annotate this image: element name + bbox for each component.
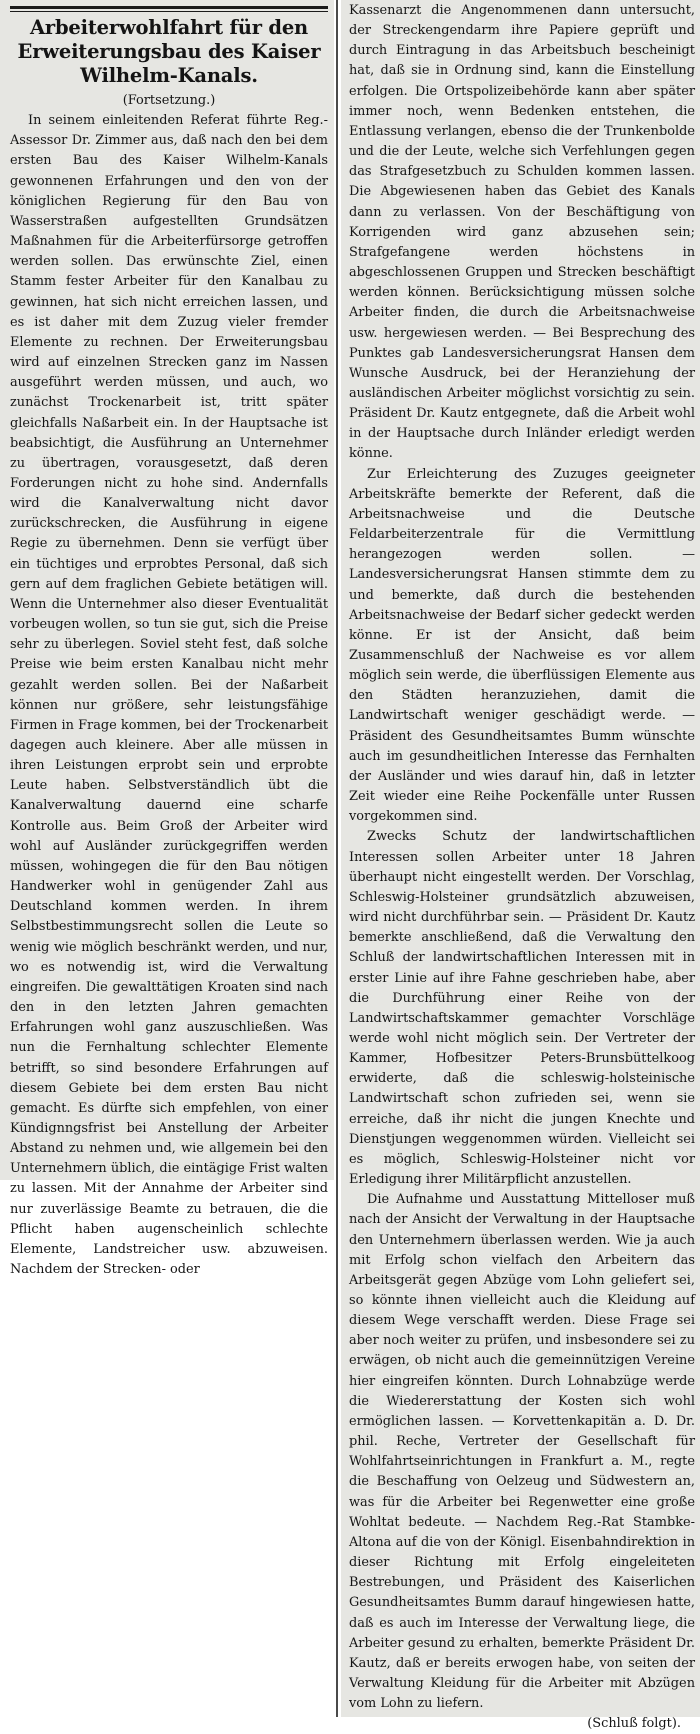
right-column — [341, 0, 700, 1732]
top-rule-thin — [10, 11, 328, 12]
left-column — [0, 0, 334, 1278]
paragraph: Die Aufnahme und Ausstattung Mittelloser muß nach der Ansicht der Verwaltung in der Hauptsache den Unternehmern überlassen werden. Wie ja auch mit Erfolg schon vielfach den Arbeitern das Arbeitsgerät gegen Abzüge vom Lohn geliefert sei, so könnte ihnen vielleicht auch die Kleidung auf diesem Wege verschafft werden. Diese Frage sei aber noch weiter zu prüfen, und insbesondere sei zu erwägen, ob nicht auch die gemeinnützigen Vereine hier eingreifen könnten. Durch Lohnabzüge werde die Wiedererstattung der Kosten sich wohl ermöglichen lassen. — Korvettenkapitän a. D. Dr. phil. Reche, Vertreter der Gesellschaft für Wohlfahrtseinrichtungen in Frankfurt a. M., regte die Beschaffung von Oelzeug und Südwestern an, was für die Arbeiter bei Regenwetter eine große Wohltat bedeute. — Nachdem Reg.-Rat Stambke-Altona auf die von der Königl. Eisenbahndirektion in dieser Richtung mit Erfolg eingeleiteten Bestrebungen, und Präsident des Kaiserlichen Gesundheitsamtes Bumm darauf hingewiesen hatte, daß es auch im Interesse der Verwaltung liege, die Arbeiter gesund zu erhalten, bemerkte Präsident Dr. Kautz, daß er bereits erwogen habe, von seiten der Verwaltung Kleidung für die Arbeiter mit Abzügen vom Lohn zu liefern. — [349, 1192, 695, 1712]
top-rule — [10, 6, 328, 9]
paragraph: In seinem einleitenden Referat führte Reg.-Assessor Dr. Zimmer aus, daß nach den bei dem ersten Bau des Kaiser Wilhelm-Kanals gewonnenen Erfahrungen und den von der königlichen Regierung für den Bau von Wasserstraßen aufgestellten Grundsätzen Maßnahmen für die Arbeiterfürsorge getroffen werden sollen. Das erwünschte Ziel, einen Stamm fester Arbeiter für den Kanalbau zu gewinnen, hat sich nicht erreichen lassen, und es ist daher mit dem Zuzug vieler fremder Elemente zu rechnen. Der Erweiterungsbau wird auf einzelnen Strecken ganz im Nassen ausgeführt werden müssen, und auch, wo zunächst Trockenarbeit ist, tritt später gleichfalls Naßarbeit ein. In der Hauptsache ist beabsichtigt, die Ausführung an Unternehmer zu übertragen, vorausgesetzt, daß deren Forderungen nicht zu hohe sind. Andernfalls wird die Kanalverwaltung nicht davor zurückschrecken, die Ausführung in eigene Regie zu übernehmen. Denn sie verfügt über ein tüchtiges und erprobtes Personal, daß sich gern auf dem fraglichen Gebiete betätigen will. Wenn die Unternehmer also dieser Eventualität vorbeugen wollen, so tun sie gut, sich die Preise sehr zu überlegen. Soviel steht fest, daß solche Preise wie beim ersten Kanalbau nicht mehr gezahlt werden sollen. Bei der Naßarbeit können nur größere, sehr leistungsfähige Firmen in Frage kommen, bei der Trockenarbeit dagegen auch kleinere. Aber alle müssen in ihren Leistungen erprobt sein und erprobte Leute haben. Selbstverständlich übt die Kanalverwaltung dauernd eine scharfe Kontrolle aus. Beim Groß der Arbeiter wird wohl auf Ausländer zurückgegriffen werden müssen, wohingegen die für den Bau nötigen Handwerker wohl in genügender Zahl aus Deutschland kommen werden. In ihrem Selbstbestimmungsrecht sollen die Leute so wenig wie möglich beschränkt werden, und nur, wo es notwendig ist, wird die Verwaltung eingreifen. Die gewalttätigen Kroaten sind nach den in den letzten Jahren gemachten Erfahrungen wohl ganz auszuschließen. Was nun die Fernhaltung schlechter Elemente betrifft, so sind besondere Erfahrungen auf diesem Gebiete bei dem ersten Bau nicht gemacht. Es dürfte sich empfehlen, von einer Kündignngsfrist bei Anstellung der Arbeiter Abstand zu nehmen und, wie allgemein bei den Unternehmern üblich, die eintägige Frist walten zu lassen. Mit der Annahme der Arbeiter sind nur zuverlässige Beamte zu betrauen, die die Pflicht haben augenscheinlich schlechte Elemente, Landstreicher usw. abzuweisen. Nachdem der Strecken- oder — [10, 113, 328, 1278]
article-title: Arbeiterwohlfahrt für den Erweiterungsbau des Kaiser Wilhelm-Kanals. — [17, 16, 321, 87]
paragraph: Zwecks Schutz der landwirtschaftlichen Interessen sollen Arbeiter unter 18 Jahren überhaupt nicht eingestellt werden. Der Vorschlag, Schleswig-Holsteiner grundsätzlich abzuweisen, wird nicht durchführbar sein. — Präsident Dr. Kautz bemerkte anschließend, daß die Verwaltung den Schluß der landwirtschaftlichen Interessen mit in erster Linie auf ihre Fahne geschrieben habe, aber die Durchführung einer Reihe von der Landwirtschaftskammer gemachter Vorschläge werde wohl nicht möglich sein. Der Vertreter der Kammer, Hofbesitzer Peters-Brunsbüttelkoog erwiderte, daß die schleswig-holsteinische Landwirtschaft schon zufrieden sei, wenn sie erreiche, daß ihr nicht die jungen Knechte und Dienstjungen weggenommen würden. Vielleicht sei es möglich, Schleswig-Holsteiner nicht vor Erledigung ihrer Militärpflicht anzustellen. — [349, 829, 695, 1188]
continuation-note: (Schluß folgt). — [587, 1716, 681, 1732]
paragraph: Kassenarzt die Angenommenen dann untersucht, der Streckengendarm ihre Papiere geprüft und durch Eintragung in das Arbeitsbuch bescheinigt hat, daß sie in Ordnung sind, kann die Einstellung erfolgen. Die Ortspolizeibehörde kann aber später immer noch, wenn Bedenken entstehen, die Entlassung verlangen, ebenso die der Trunkenbolde und die der Leute, welche sich Verfehlungen gegen das Strafgesetzbuch zu Schulden kommen lassen. Die Abgewiesenen haben das Gebiet des Kanals dann zu verlassen. Von der Beschäftigung von Korrigenden wird ganz abzusehen sein; Strafgefangene werden höchstens in abgeschlossenen Gruppen und Strecken beschäftigt werden können. Berücksichtigung müssen solche Arbeiter finden, die durch die Arbeitsnachweise usw. hergewiesen werden. — Bei Besprechung des Punktes gab Landesversicherungsrat Hansen dem Wunsche Ausdruck, bei der Heranziehung der ausländischen Arbeiter möglichst vorsichtig zu sein. Präsident Dr. Kautz entgegnete, daß die Arbeit wohl in der Hauptsache durch Inländer erledigt werden könne. — [349, 3, 695, 462]
paragraph: Zur Erleichterung des Zuzuges geeigneter Arbeitskräfte bemerkte der Referent, daß die Arbeitsnachweise und die Deutsche Feldarbeiterzentrale für die Vermittlung herangezogen werden sollen. — Landesversicherungsrat Hansen stimmte dem zu und bemerkte, daß durch die bestehenden Arbeitsnachweise der Bedarf sicher gedeckt werden könne. Er ist der Ansicht, daß beim Zusammenschluß der Nachweise es vor allem möglich sein werde, die überflüssigen Elemente aus den Städten heranzuziehen, damit die Landwirtschaft weniger geschädigt werde. — Präsident des Gesundheitsamtes Bumm wünschte auch im gesundheitlichen Interesse das Fernhalten der Ausländer und wies darauf hin, daß in letzter Zeit wieder eine Reihe Pockenfälle unter Russen vorgekommen sind. — [349, 466, 695, 825]
column-divider — [336, 0, 338, 1717]
article-subtitle: (Fortsetzung.) — [122, 93, 216, 108]
